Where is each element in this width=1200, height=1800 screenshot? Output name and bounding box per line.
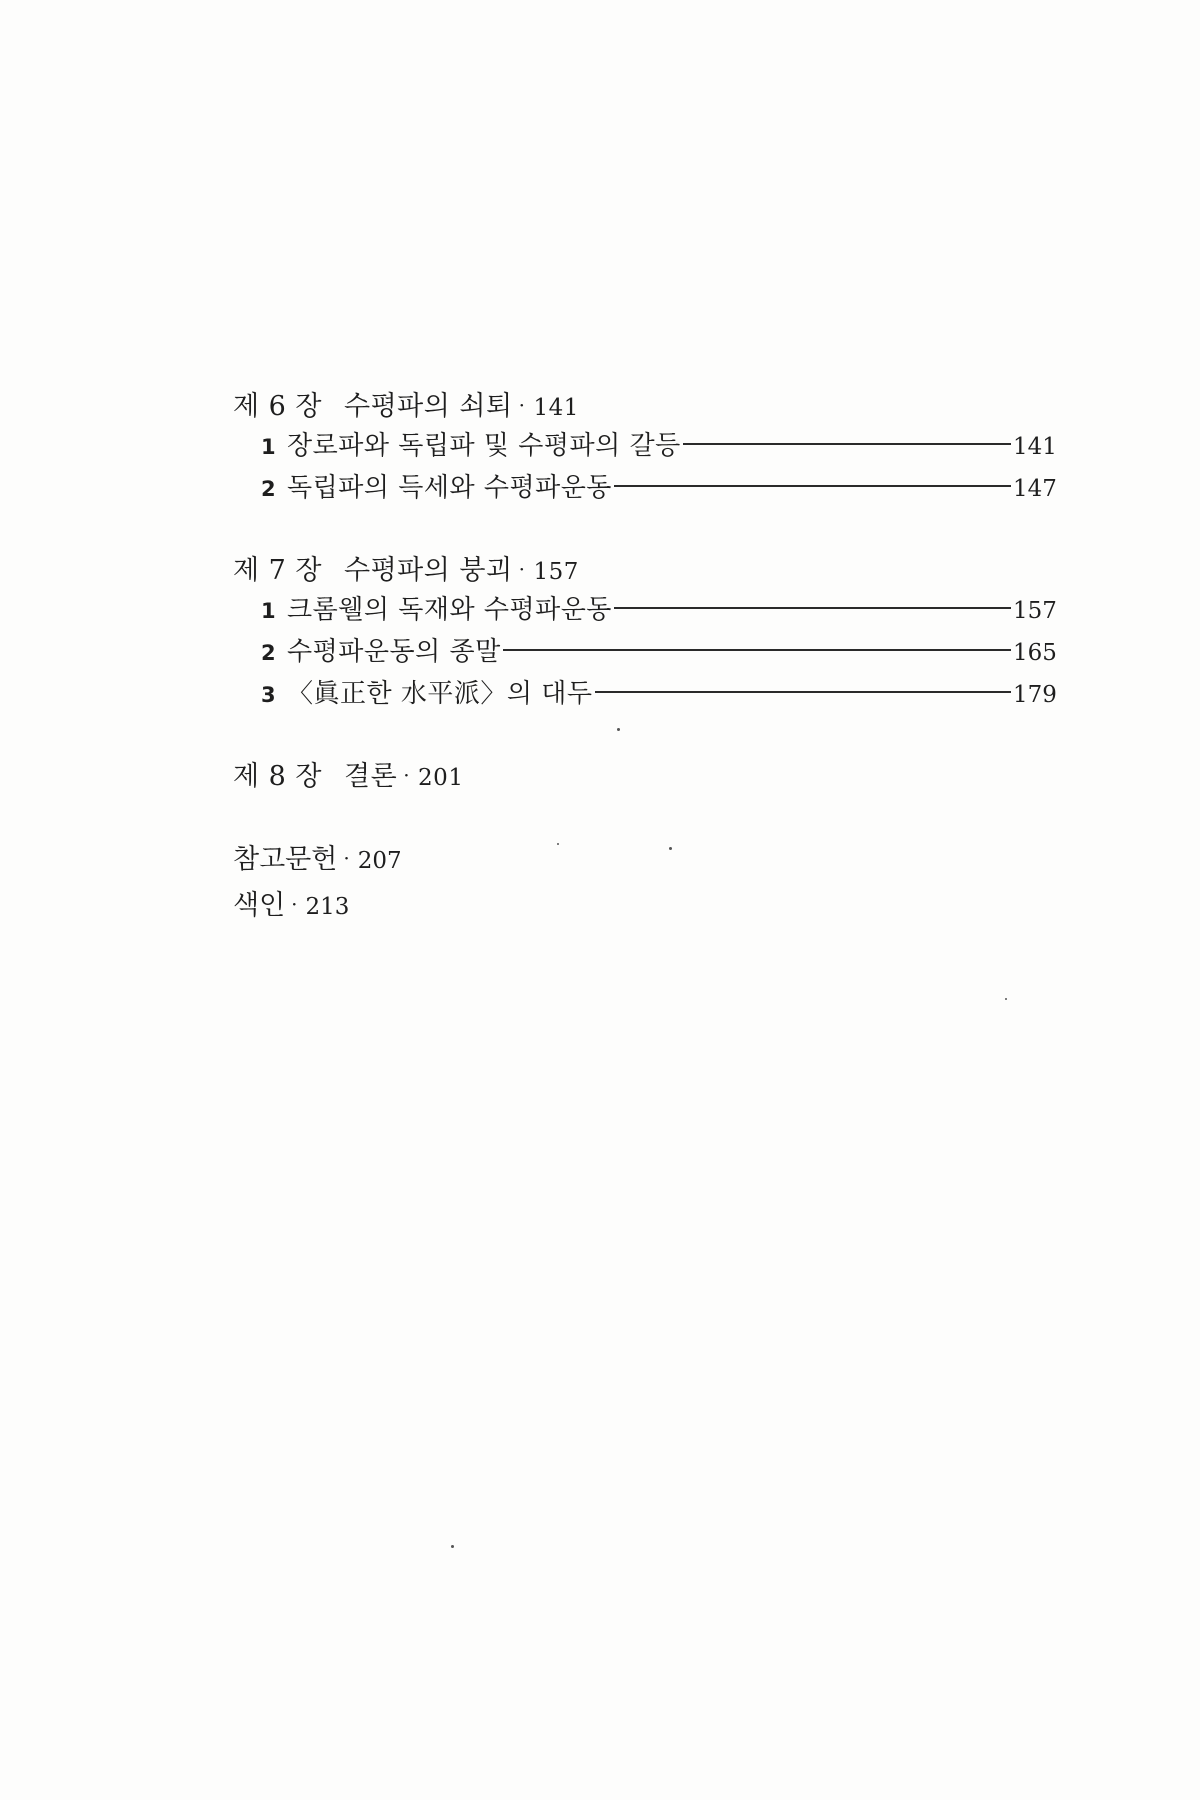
chapter-7 xyxy=(233,549,1057,715)
chapter-title: 결론 xyxy=(344,761,398,792)
section-number: 2 xyxy=(261,477,276,501)
leader-line xyxy=(503,649,1011,651)
section-page: 141 xyxy=(1013,434,1057,460)
leader-line xyxy=(683,443,1011,445)
print-speck xyxy=(1005,998,1007,1000)
chapter-6 xyxy=(233,385,1057,509)
separator-dot: · xyxy=(518,557,526,581)
index-entry xyxy=(233,881,1053,927)
chapter-page: 141 xyxy=(533,395,579,421)
print-speck xyxy=(617,728,620,731)
section-title: 독립파의 득세와 수평파운동 xyxy=(287,473,612,503)
section-page: 165 xyxy=(1013,640,1057,666)
chapter-label: 제 8 장 xyxy=(233,761,323,792)
print-speck xyxy=(557,843,559,845)
chapter-title: 수평파의 붕괴 xyxy=(344,555,513,586)
print-speck xyxy=(451,1545,454,1548)
section-page: 157 xyxy=(1013,598,1057,624)
section-title: 크롬웰의 독재와 수평파운동 xyxy=(287,595,612,625)
chapter-heading xyxy=(233,549,1053,589)
section-page: 147 xyxy=(1013,476,1057,502)
section-entry xyxy=(261,589,1057,631)
chapter-page: 157 xyxy=(533,559,579,585)
index-title: 색인 xyxy=(233,890,286,921)
section-entry xyxy=(261,425,1057,467)
section-title: 〈眞正한 水平派〉의 대두 xyxy=(287,679,593,709)
references-page: 207 xyxy=(357,848,402,874)
chapter-title: 수평파의 쇠퇴 xyxy=(344,391,513,422)
section-number: 1 xyxy=(261,435,276,459)
chapter-heading xyxy=(233,385,1053,425)
references-entry xyxy=(233,835,1053,881)
section-page: 179 xyxy=(1013,682,1057,708)
chapter-heading xyxy=(233,755,1053,795)
section-entry xyxy=(261,673,1057,715)
section-number: 3 xyxy=(261,683,276,707)
section-entry xyxy=(261,467,1057,509)
separator-dot: · xyxy=(291,892,298,916)
separator-dot: · xyxy=(518,393,526,417)
back-matter xyxy=(233,835,1053,927)
section-number: 1 xyxy=(261,599,276,623)
chapter-8 xyxy=(233,755,1053,795)
section-title: 장로파와 독립파 및 수평파의 갈등 xyxy=(287,431,681,461)
leader-line xyxy=(614,485,1011,487)
print-speck xyxy=(669,847,672,850)
table-of-contents xyxy=(233,385,1057,927)
references-title: 참고문헌 xyxy=(233,844,338,875)
index-page: 213 xyxy=(305,894,350,920)
chapter-page: 201 xyxy=(418,765,464,791)
leader-line xyxy=(595,691,1012,693)
chapter-label: 제 7 장 xyxy=(233,555,323,586)
section-entry xyxy=(261,631,1057,673)
separator-dot: · xyxy=(343,846,350,870)
separator-dot: · xyxy=(403,763,411,787)
section-title: 수평파운동의 종말 xyxy=(287,637,501,667)
chapter-label: 제 6 장 xyxy=(233,391,323,422)
leader-line xyxy=(614,607,1011,609)
section-number: 2 xyxy=(261,641,276,665)
